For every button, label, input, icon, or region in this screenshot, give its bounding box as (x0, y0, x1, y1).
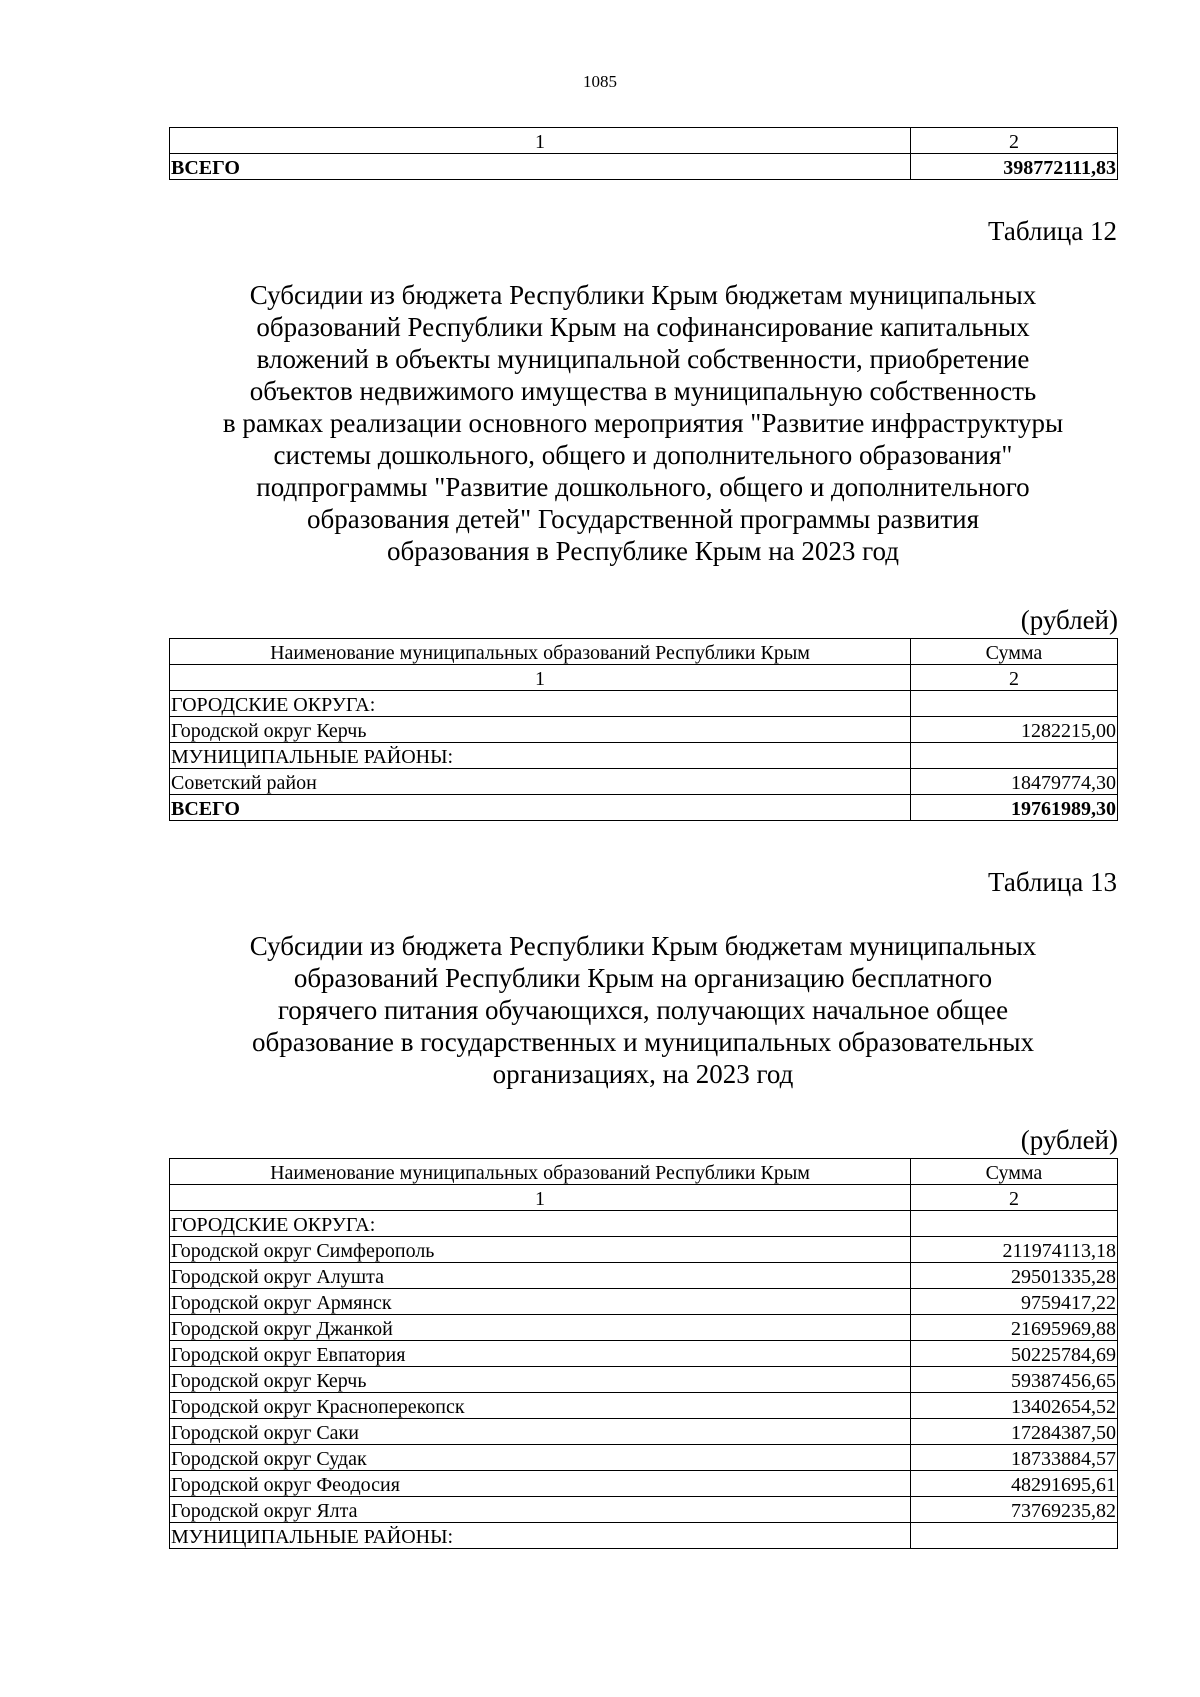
row-name: Городской округ Керчь (170, 717, 911, 743)
row-value: 1282215,00 (911, 717, 1118, 743)
title-line: Субсидии из бюджета Республики Крым бюджетам муниципальных (249, 280, 1037, 310)
row-name: Городской округ Судак (170, 1445, 911, 1471)
table-row (170, 1419, 1118, 1445)
col-number-1: 1 (170, 665, 911, 691)
row-name: Городской округ Армянск (170, 1289, 911, 1315)
table13-label: Таблица 13 (988, 867, 1117, 897)
table-row (170, 1445, 1118, 1471)
table-row (170, 1523, 1118, 1549)
row-value: 48291695,61 (911, 1471, 1118, 1497)
total-label: ВСЕГО (170, 154, 911, 180)
row-value (911, 691, 1118, 717)
row-name: ГОРОДСКИЕ ОКРУГА: (170, 691, 911, 717)
row-name: Городской округ Ялта (170, 1497, 911, 1523)
row-value: 9759417,22 (911, 1289, 1118, 1315)
total-row (170, 795, 1118, 821)
row-name: Городской округ Красноперекопск (170, 1393, 911, 1419)
total-label: ВСЕГО (170, 795, 911, 821)
table-row (170, 691, 1118, 717)
header-row (170, 1159, 1118, 1185)
row-value: 29501335,28 (911, 1263, 1118, 1289)
table-row (170, 1341, 1118, 1367)
table-row (170, 717, 1118, 743)
title-line: образования в Республике Крым на 2023 год (386, 536, 899, 566)
title-line: образование в государственных и муниципальных образовательных (251, 1027, 1035, 1057)
header-name: Наименование муниципальных образований Республики Крым (170, 639, 911, 665)
table12-title (160, 279, 1126, 567)
title-line: подпрограммы "Развитие дошкольного, общего и дополнительного (256, 472, 1030, 502)
row-name: Городской округ Керчь (170, 1367, 911, 1393)
row-value: 59387456,65 (911, 1367, 1118, 1393)
col-number-2: 2 (911, 665, 1118, 691)
title-line: объектов недвижимого имущества в муниципальную собственность (249, 376, 1037, 406)
table12-label: Таблица 12 (988, 216, 1117, 246)
title-line: Субсидии из бюджета Республики Крым бюджетам муниципальных (249, 931, 1037, 961)
row-name: Городской округ Саки (170, 1419, 911, 1445)
row-value: 17284387,50 (911, 1419, 1118, 1445)
table-row (170, 743, 1118, 769)
row-name: Городской округ Джанкой (170, 1315, 911, 1341)
row-value: 13402654,52 (911, 1393, 1118, 1419)
table13-title (160, 930, 1126, 1090)
page-number: 1085 (583, 72, 617, 91)
total-row (170, 154, 1118, 180)
column-numbers-row (170, 665, 1118, 691)
total-value: 19761989,30 (911, 795, 1118, 821)
row-name: Городской округ Алушта (170, 1263, 911, 1289)
header-name: Наименование муниципальных образований Республики Крым (170, 1159, 911, 1185)
row-name: МУНИЦИПАЛЬНЫЕ РАЙОНЫ: (170, 1523, 911, 1549)
table-row (170, 1393, 1118, 1419)
table-row (170, 1367, 1118, 1393)
col-number-2: 2 (911, 128, 1118, 154)
header-sum: Сумма (911, 639, 1118, 665)
column-numbers-row (170, 128, 1118, 154)
row-name: ГОРОДСКИЕ ОКРУГА: (170, 1211, 911, 1237)
row-name: Городской округ Феодосия (170, 1471, 911, 1497)
table-row (170, 1289, 1118, 1315)
row-name: Городской округ Евпатория (170, 1341, 911, 1367)
table13-units: (рублей) (1020, 1125, 1118, 1155)
title-line: системы дошкольного, общего и дополнительного образования" (273, 440, 1013, 470)
title-line: горячего питания обучающихся, получающих начальное общее (277, 995, 1009, 1025)
table-row (170, 1211, 1118, 1237)
row-value: 50225784,69 (911, 1341, 1118, 1367)
table-row (170, 769, 1118, 795)
col-number-1: 1 (170, 128, 911, 154)
table-row (170, 1263, 1118, 1289)
table-row (170, 1497, 1118, 1523)
header-row (170, 639, 1118, 665)
title-line: образования детей" Государственной программы развития (307, 504, 979, 534)
header-sum: Сумма (911, 1159, 1118, 1185)
row-value (911, 1211, 1118, 1237)
table12 (169, 638, 1118, 821)
title-line: организациях, на 2023 год (492, 1059, 794, 1089)
row-value (911, 1523, 1118, 1549)
table-row (170, 1237, 1118, 1263)
row-name: Городской округ Симферополь (170, 1237, 911, 1263)
total-value: 398772111,83 (911, 154, 1118, 180)
row-value: 18479774,30 (911, 769, 1118, 795)
table-row (170, 1315, 1118, 1341)
col-number-2: 2 (911, 1185, 1118, 1211)
column-numbers-row (170, 1185, 1118, 1211)
title-line: образований Республики Крым на софинансирование капитальных (256, 312, 1030, 342)
row-value: 73769235,82 (911, 1497, 1118, 1523)
row-value: 21695969,88 (911, 1315, 1118, 1341)
col-number-1: 1 (170, 1185, 911, 1211)
table12-units: (рублей) (1020, 605, 1118, 635)
table-row (170, 1471, 1118, 1497)
row-value (911, 743, 1118, 769)
title-line: образований Республики Крым на организацию бесплатного (293, 963, 993, 993)
table13 (169, 1158, 1118, 1549)
row-name: Советский район (170, 769, 911, 795)
row-name: МУНИЦИПАЛЬНЫЕ РАЙОНЫ: (170, 743, 911, 769)
title-line: вложений в объекты муниципальной собственности, приобретение (256, 344, 1030, 374)
top-table (169, 127, 1118, 180)
row-value: 211974113,18 (911, 1237, 1118, 1263)
row-value: 18733884,57 (911, 1445, 1118, 1471)
title-line: в рамках реализации основного мероприятия "Развитие инфраструктуры (222, 408, 1064, 438)
